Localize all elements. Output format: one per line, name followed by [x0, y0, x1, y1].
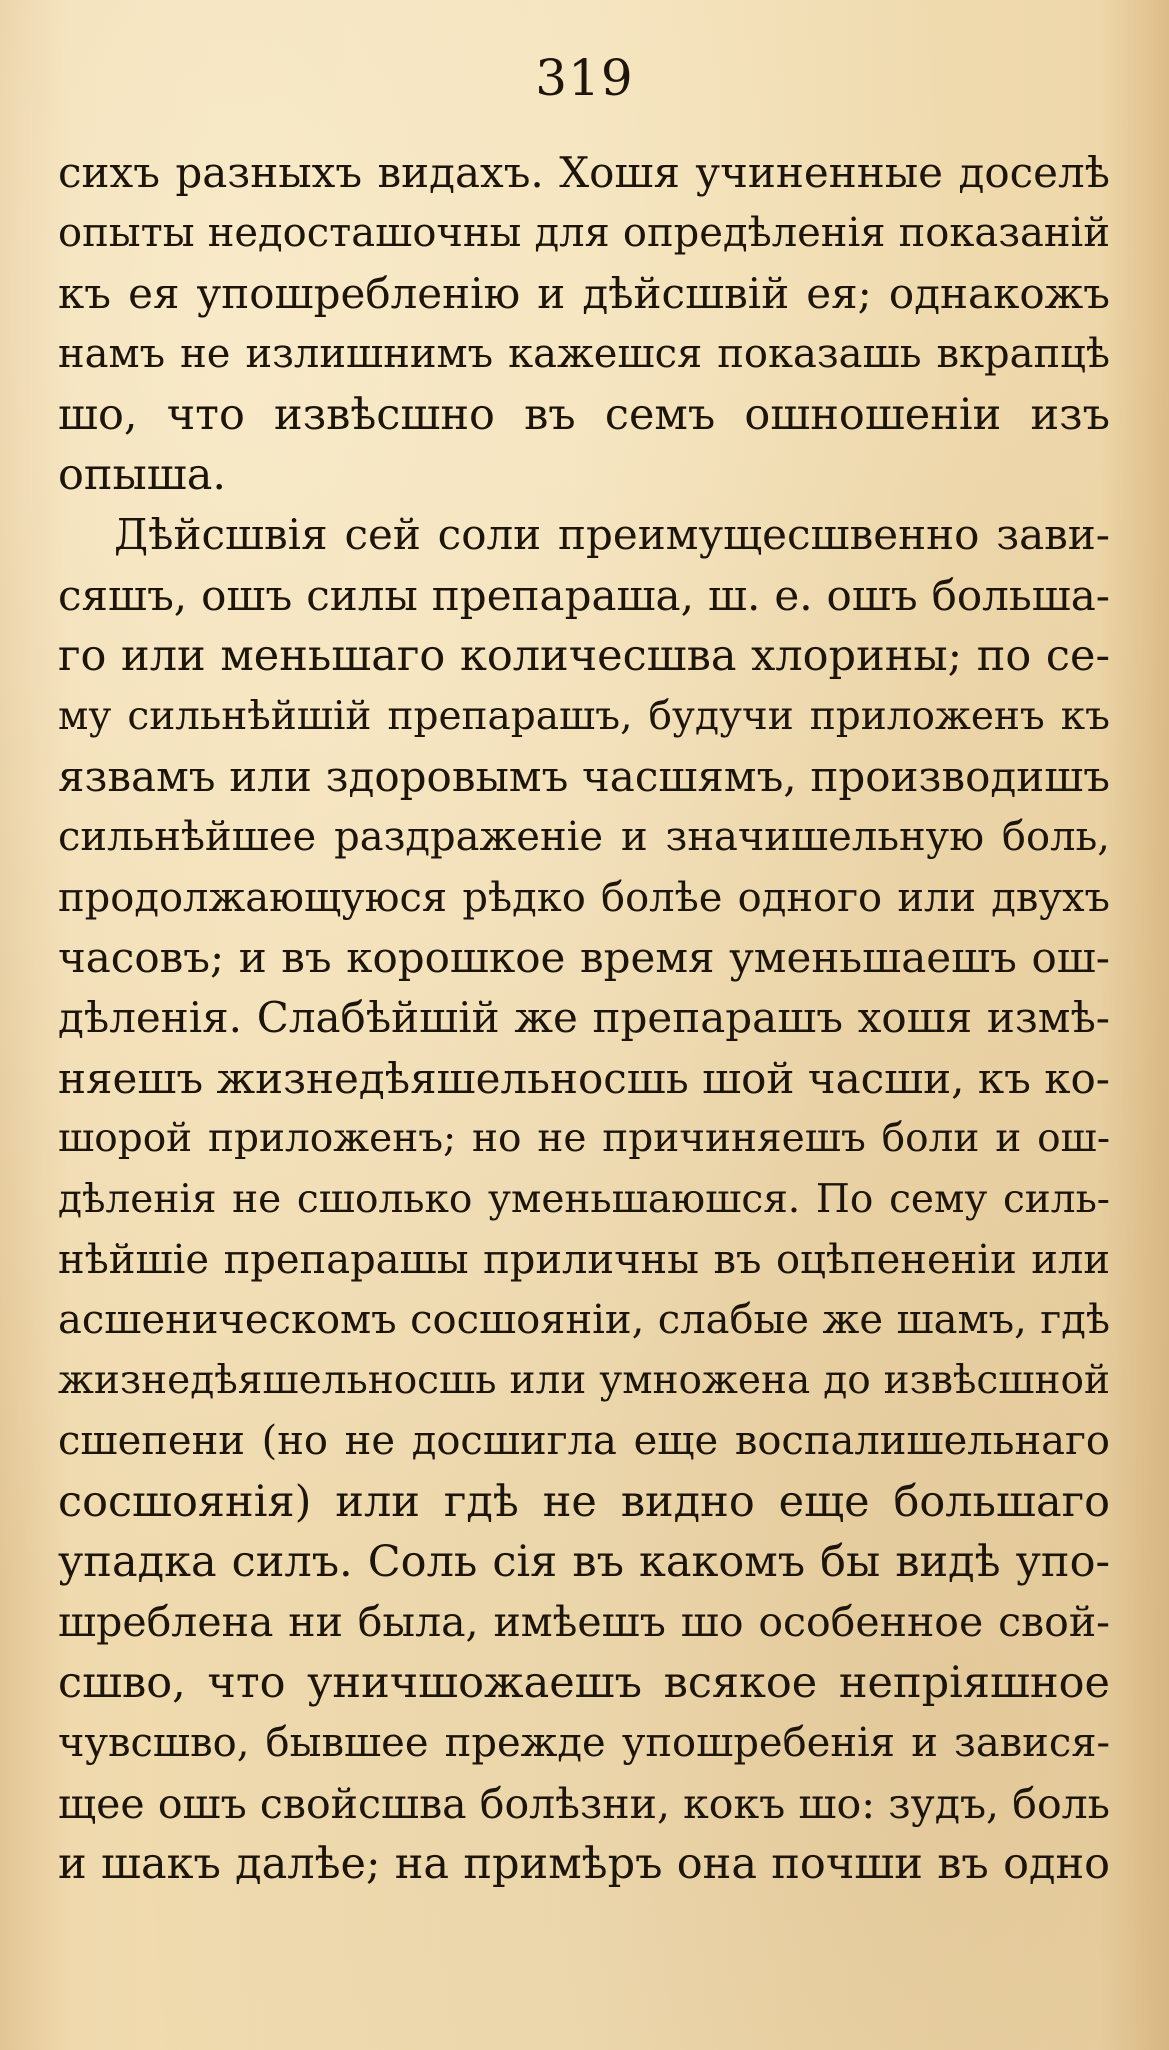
text-line: нѣйшіе препарашы приличны въ оцѣпененіи или — [58, 1237, 1110, 1284]
text-line: часовъ; и въ корошкое время уменьшаешъ ош- — [58, 933, 1110, 983]
text-line: опыты недосташочны для опредѣленія показаній — [58, 210, 1110, 257]
text-line: му сильнѣйшій препарашъ, будучи приложенъ къ — [58, 693, 1110, 739]
text-line: Дѣйсшвія сей соли преимущесшвенно зави- — [114, 510, 1110, 560]
text-line: упадка силъ. Соль сія въ какомъ бы видѣ упо- — [58, 1536, 1110, 1587]
text-line: шо, что извѣсшно въ семъ ошношеніи изъ — [58, 389, 1110, 440]
text-line: дѣленія не сшолько уменьшаюшся. По сему силь- — [58, 1176, 1110, 1222]
text-line: сшепени (но не досшигла еще воспалишельнаго — [58, 1418, 1110, 1465]
text-line: продолжающуюся рѣдко болѣе одного или двухъ — [58, 874, 1110, 921]
text-line: къ ея упошребленію и дѣйсшвій ея; однакожъ — [58, 268, 1110, 318]
body-text — [58, 143, 1110, 1894]
text-line: чувсшво, бывшее прежде упошребенія и завися- — [58, 1720, 1110, 1767]
text-line: сильнѣйшее раздраженіе и значишельную боль, — [58, 814, 1110, 861]
text-line: сшво, что уничшожаешъ всякое непріяшное — [58, 1657, 1110, 1708]
text-line: намъ не излишнимъ кажешся показашь вкрапцѣ — [58, 331, 1110, 378]
text-line: и шакъ далѣе; на примѣръ она почши въ одно — [58, 1838, 1110, 1889]
text-line: асшеническомъ сосшояніи, слабые же шамъ, гдѣ — [58, 1297, 1110, 1344]
text-line: го или меньшаго количесшва хлорины; по се- — [58, 631, 1110, 682]
text-line: жизнедѣяшельносшь или умножена до извѣсшной — [58, 1357, 1110, 1403]
text-line: язвамъ или здоровымъ часшямъ, производишъ — [58, 751, 1110, 801]
text-line: няешъ жизнедѣяшельносшь шой часши, къ ко- — [58, 1053, 1110, 1103]
text-line: сосшоянія) или гдѣ не видно еще большаго — [58, 1476, 1110, 1527]
text-line: шорой приложенъ; но не причиняешъ боли и ош- — [58, 1116, 1110, 1162]
text-line: шреблена ни была, имѣешъ шо особенное свой- — [58, 1598, 1110, 1647]
text-line: дѣленія. Слабѣйшій же препарашъ хошя измѣ- — [58, 993, 1110, 1043]
text-line: щее ошъ свойсшва болѣзни, кокъ шо: зудъ, боль — [58, 1779, 1110, 1828]
text-line: опыша. — [58, 449, 227, 500]
page-number: 319 — [535, 49, 634, 107]
text-line: сяшъ, ошъ силы препараша, ш. е. ошъ больша- — [58, 570, 1110, 620]
text-line: сихъ разныхъ видахъ. Хошя учиненные доселѣ — [58, 148, 1110, 197]
